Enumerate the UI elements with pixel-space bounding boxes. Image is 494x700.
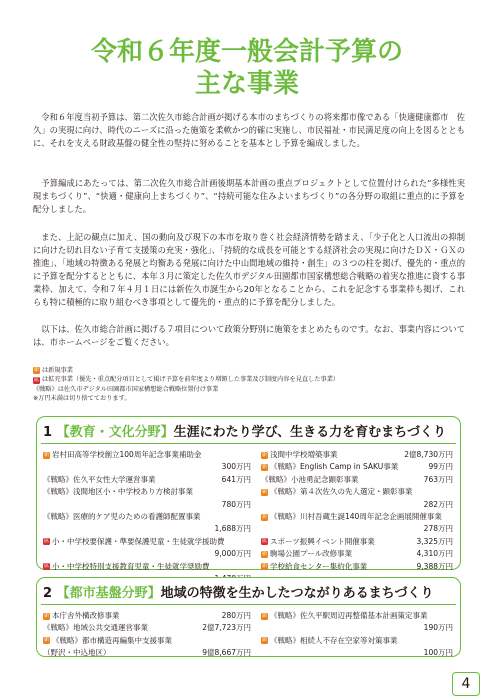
- page-title-line1: 令和６年度一般会計予算の: [90, 37, 403, 67]
- project-item: [43, 561, 251, 573]
- project-item: [261, 461, 453, 473]
- project-amount: 278万円: [423, 524, 453, 534]
- legend-strategy: 《戦略》は佐久市デジタル田園都市国家構想総合戦略位置付け事業: [33, 385, 219, 393]
- project-amount: 99万円: [428, 462, 453, 472]
- project-name: （野沢・中込地区）: [43, 648, 111, 658]
- new-badge-icon: 新: [261, 563, 268, 570]
- new-badge-icon: 新: [261, 488, 268, 495]
- section-heading: [43, 421, 446, 440]
- project-item: [261, 511, 453, 523]
- project-name: 《戦略》地域公共交通運営事業: [43, 623, 148, 633]
- expanded-badge-icon: 拡: [261, 538, 268, 545]
- section-1-left-column: [43, 449, 251, 585]
- project-name: 《戦略》都市構造再編集中支援事業: [52, 635, 172, 645]
- project-name: 《戦略》English Camp in SAKU事業: [270, 462, 399, 472]
- project-amount: 190万円: [423, 623, 453, 633]
- project-amount: 2億8,730万円: [404, 450, 453, 459]
- intro-paragraph-3: [33, 231, 465, 310]
- section-category: 【都市基盤分野】: [56, 586, 161, 601]
- project-item: [261, 523, 453, 535]
- project-amount: 100万円: [423, 648, 453, 658]
- intro-paragraph-1: [33, 111, 465, 150]
- page-number: 4: [452, 672, 480, 696]
- project-name: 《戦略》佐久平女性大学運営事業: [43, 474, 156, 484]
- intro-paragraph-2: [33, 177, 465, 216]
- section-1-right-column: [261, 449, 453, 573]
- legend-rounding: ※万円未満は切り捨てております。: [33, 395, 131, 403]
- page-title-line2: 主な事業: [194, 69, 299, 99]
- project-item: [261, 635, 453, 647]
- legend-new-text: は新規事業: [42, 367, 73, 374]
- legend-expanded-text: は拡充事業（優先・重点配分項目として掲げ予算を前年度より増額した事業及び制度内容を見直した事業）: [42, 376, 339, 384]
- paragraph-text: 令和６年度当初予算は、第二次佐久市総合計画が掲げる本市のまちづくりの将来都市像である「快適健康都市 佐久」の実現に向け、時代のニーズに沿った施策を柔軟かつ的確に実施し、市民福祉・市民満足度の向上を図るとともに、それを支える財政基盤の健全性の堅持に努めることを基本とし予算を編成しました。: [33, 112, 465, 149]
- paragraph-text: また、上記の観点に加え、国の動向及び現下の本市を取り巻く社会経済情勢を踏まえ、「少子化と人口流出の抑制に向けた切れ目ない子育て支援策の充実・強化」、「持続的な成長を可能とする経済社会の実現に向けたＤＸ・ＧＸの推進」、「地域の特徴ある発展と均衡ある発展に向けた中山間地域の維持・創生」の３つの柱を掲げ、優先的・重点的に予算を配分するとともに、本年３月に策定した佐久市デジタル田園都市国家構想総合戦略の着実な推進に資する事業枠、加えて、令和７年４月１日には新佐久市誕生から20年となることから、これを記念する事業枠も掲げ、これらも特に積極的に取り組むべき事項として優先的・重点的に予算を配分しました。: [33, 232, 465, 308]
- project-name: 本庁舎外構改修事業: [52, 611, 120, 620]
- project-item: [43, 610, 251, 622]
- project-name: 《戦略》第４次佐久の先人選定・顕彰事業: [270, 487, 413, 497]
- project-name: 岩村田高等学校創立100周年記念事業補助金: [52, 450, 202, 459]
- project-name: 小・中学校要保護・準要保護児童・生徒就学援助費: [52, 536, 225, 546]
- project-amount: 280万円: [221, 611, 251, 620]
- new-badge-icon: 新: [261, 612, 268, 619]
- section-2-left-column: [43, 610, 251, 660]
- new-badge-icon: 新: [261, 464, 268, 471]
- project-amount: 641万円: [221, 474, 251, 484]
- project-item: [43, 622, 251, 634]
- project-amount: 2億7,723万円: [202, 623, 251, 633]
- expanded-badge-icon: 拡: [33, 376, 40, 383]
- project-name: 小・中学校特別支援教育児童・生徒就学奨励費: [52, 561, 210, 571]
- section-box-2: [36, 577, 461, 657]
- project-item: [43, 449, 251, 461]
- project-name: スポーツ振興イベント開催事業: [270, 536, 375, 546]
- project-item: [43, 461, 251, 473]
- project-item: [43, 474, 251, 486]
- section-title: 地域の特徴を生かしたつながりあるまちづくり: [160, 586, 434, 601]
- section-heading: [43, 582, 433, 601]
- project-amount: 3,325万円: [416, 536, 453, 546]
- intro-paragraph-4: [33, 323, 465, 349]
- section-category: 【教育・文化分野】: [56, 425, 174, 440]
- section-divider: [41, 604, 456, 605]
- project-name: 《戦略》医療的ケア児のための看護師配置事業: [43, 511, 201, 521]
- new-badge-icon: 新: [43, 612, 50, 619]
- section-title: 生涯にわたり学び、生きる力を育むまちづくり: [173, 425, 446, 440]
- project-item: [261, 536, 453, 548]
- project-item: [43, 647, 251, 659]
- project-name: 《戦略》相続人不存在空家等対策事業: [270, 635, 398, 645]
- project-item: [261, 561, 453, 573]
- project-item: [261, 486, 453, 498]
- project-amount: 780万円: [221, 499, 251, 509]
- paragraph-text: 以下は、佐久市総合計画に掲げる７項目について政策分野別に施策をまとめたものです。なお、事業内容については、市ホームページをご覧ください。: [33, 324, 465, 348]
- project-amount: 1,688万円: [214, 524, 251, 534]
- project-item: [43, 536, 251, 548]
- project-amount: 282万円: [423, 499, 453, 509]
- new-badge-icon: 新: [33, 367, 40, 374]
- paragraph-text: 予算編成にあたっては、第二次佐久市総合計画後期基本計画の重点プロジェクトとして位置付けられた“多様性実現まちづくり”、“快適・健康向上まちづくり”、“持続可能な住みよいまちづくり”の各分野の取組に重点的に予算を配分しました。: [33, 178, 465, 215]
- new-badge-icon: 新: [261, 637, 268, 644]
- project-item: [261, 622, 453, 634]
- project-item: [43, 523, 251, 535]
- project-item: [43, 548, 251, 560]
- new-badge-icon: 新: [43, 637, 50, 644]
- section-number: 2: [43, 586, 53, 601]
- project-name: 駒場公園プール改修事業: [270, 549, 353, 559]
- project-item: [261, 647, 453, 659]
- project-name: 学校給食センター集約化事業: [270, 561, 368, 571]
- project-item: [261, 449, 453, 461]
- project-item: [261, 548, 453, 560]
- project-name: 《戦略》浅間地区小・中学校あり方検討事業: [43, 487, 193, 497]
- expanded-badge-icon: 拡: [43, 563, 50, 570]
- project-item: [43, 499, 251, 511]
- section-number: 1: [43, 425, 53, 440]
- new-badge-icon: 新: [43, 451, 50, 458]
- new-badge-icon: 新: [261, 451, 268, 458]
- project-amount: 9,000万円: [214, 549, 251, 559]
- section-box-1: [36, 416, 461, 570]
- project-item: [43, 635, 251, 647]
- project-name: 《戦略》小池勇記念顕彰事業: [261, 474, 359, 484]
- project-item: [43, 486, 251, 498]
- project-item: [43, 511, 251, 523]
- project-name: 《戦略》川村吾蔵生誕140周年記念企画展開催事業: [270, 511, 442, 521]
- section-2-right-column: [261, 610, 453, 660]
- project-amount: 9,388万円: [416, 561, 453, 571]
- project-amount: 300万円: [221, 462, 251, 472]
- section-divider: [41, 443, 456, 444]
- project-name: 浅間中学校増築事業: [270, 450, 338, 459]
- project-name: 《戦略》佐久平駅周辺再整備基本計画策定事業: [270, 611, 428, 620]
- legend: [33, 366, 339, 404]
- project-item: [261, 610, 453, 622]
- new-badge-icon: 新: [261, 513, 268, 520]
- expanded-badge-icon: 拡: [43, 538, 50, 545]
- legend-new: [33, 366, 339, 375]
- project-amount: 763万円: [423, 474, 453, 484]
- project-item: [261, 474, 453, 486]
- project-amount: 4,310万円: [416, 549, 453, 559]
- project-amount: 9億8,667万円: [202, 648, 251, 658]
- project-item: [261, 499, 453, 511]
- new-badge-icon: 新: [261, 550, 268, 557]
- legend-expanded: [33, 375, 339, 384]
